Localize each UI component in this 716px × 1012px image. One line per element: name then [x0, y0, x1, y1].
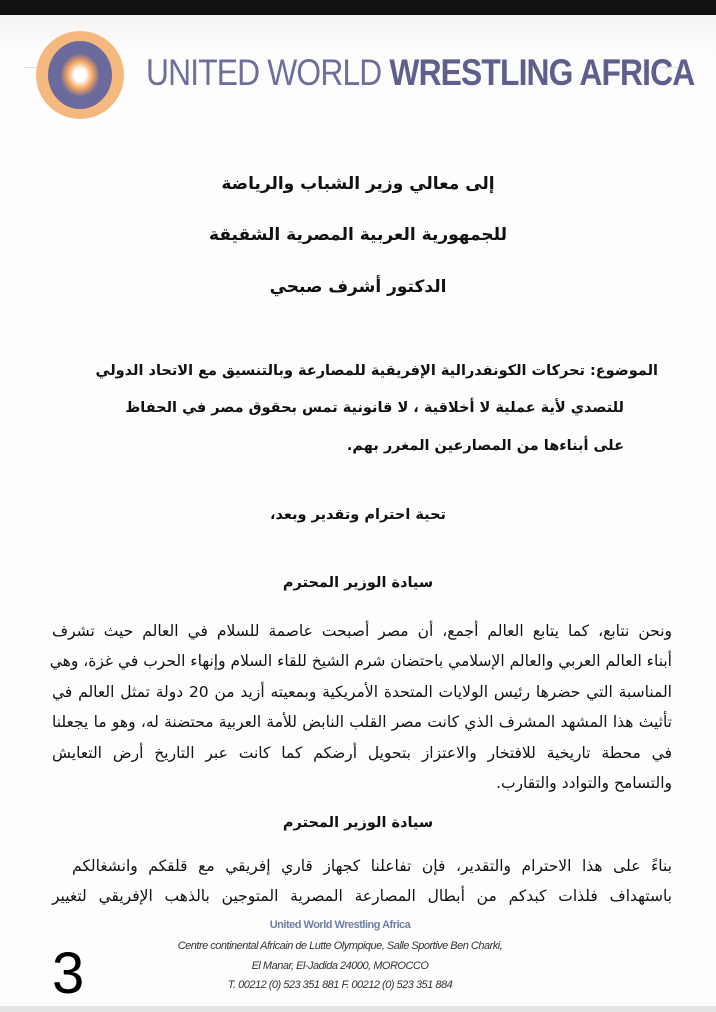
- paragraph-line: تأثيث هذا المشهد المشرف الذي كانت مصر القلب النابض للأمة العربية محتضنة له، وهو ما يجعلنا: [52, 713, 672, 731]
- address-line: الدكتور أشرف صبحي: [269, 277, 447, 297]
- subject-line: للتصدي لأية عملية لا أخلاقية ، لا قانونية تمس بحقوق مصر في الحفاظ: [125, 400, 624, 416]
- section-heading: سيادة الوزير المحترم: [282, 815, 434, 831]
- section-heading: سيادة الوزير المحترم: [282, 575, 434, 591]
- paragraph-line: أبناء العالم العربي والعالم الإسلامي باحتضان شرم الشيخ للقاء السلام وإنهاء الحرب في غزة، وهي: [49, 652, 672, 670]
- paragraph-line: والتسامح والتوادد والتقارب.: [496, 774, 672, 792]
- footer-org: United World Wrestling Africa: [269, 919, 411, 931]
- paragraph-line: ونحن نتابع، كما يتابع العالم أجمع، أن مصر أصبحت عاصمة للسلام في العالم حيث تشرف: [52, 622, 672, 640]
- footer-phone: T. 00212 (0) 523 351 881 F. 00212 (0) 523 351 884: [227, 979, 453, 991]
- subject-line: على أبناءها من المصارعين المغرر بهم.: [346, 438, 624, 454]
- paragraph-line: بناءً على هذا الاحترام والتقدير، فإن تفاعلنا كجهاز قاري إفريقي مع قلقكم وانشغالكم: [72, 857, 672, 875]
- subject-line: الموضوع: تحركات الكونفدرالية الإفريقية للمصارعة وبالتنسيق مع الاتحاد الدولي: [95, 363, 658, 379]
- brand-title: [146, 52, 694, 94]
- address-line: للجمهورية العربية المصرية الشقيقة: [209, 225, 507, 245]
- uww-africa-logo: [36, 31, 124, 119]
- page-number: 3: [52, 941, 85, 1006]
- brand-bold: WRESTLING AFRICA: [389, 52, 695, 93]
- paragraph-line: المناسبة التي حضرها رئيس الولايات المتحدة الأمريكية وبمعيته أزيد من 20 دولة تمثل العالم في: [52, 683, 672, 701]
- page-edge: [0, 1006, 716, 1012]
- footer-address: El Manar, El-Jadida 24000, MOROCCO: [251, 960, 429, 972]
- greeting: تحية احترام وتقدير وبعد،: [270, 507, 446, 523]
- footer-address: Centre continental Africain de Lutte Olympique, Salle Sportive Ben Charki,: [177, 940, 503, 952]
- paragraph-line: باستهداف فلذات كبدكم من أبطال المصارعة المصرية المتوجين بالذهب الإفريقي لتغيير: [52, 887, 672, 905]
- paragraph-line: في محطة تاريخية للافتخار والاعتزاز بتحويل أرضكم كما كانت عبر التاريخ أرض التعايش: [52, 744, 672, 762]
- address-line: إلى معالي وزير الشباب والرياضة: [221, 174, 495, 194]
- top-bar: [0, 0, 716, 15]
- brand-light: UNITED WORLD: [146, 52, 382, 93]
